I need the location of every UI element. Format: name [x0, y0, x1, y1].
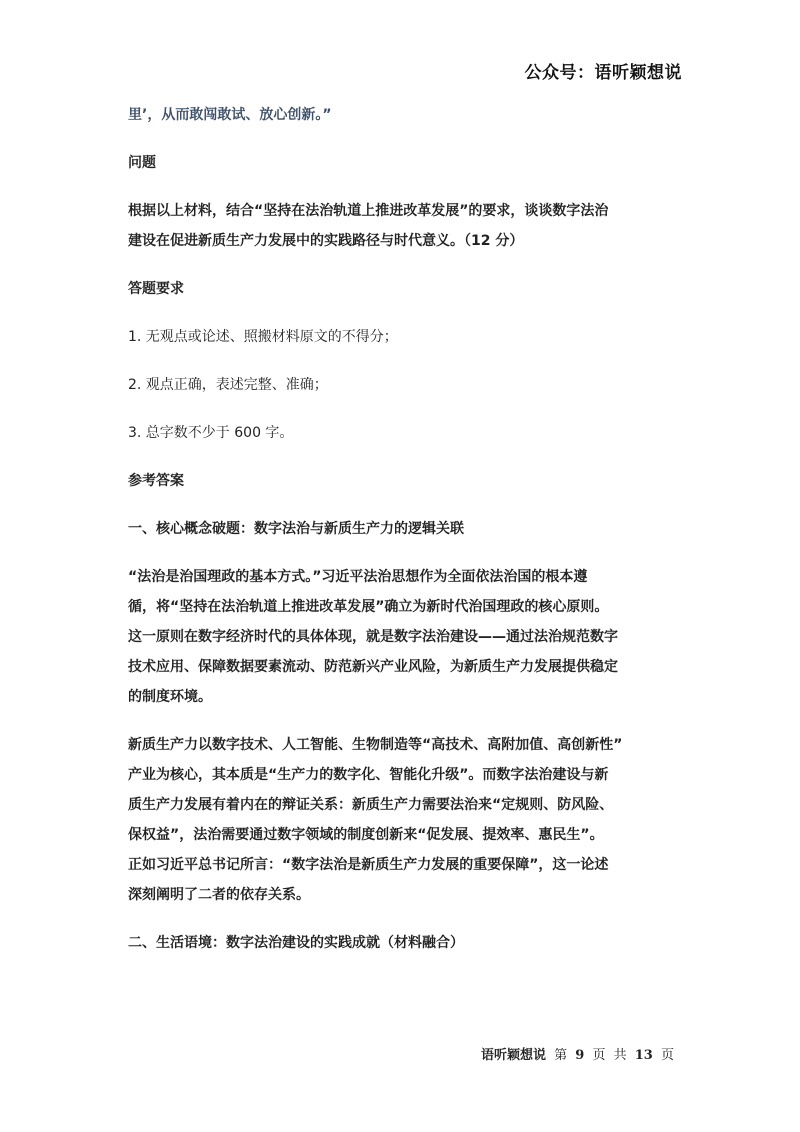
- question-line: 建设在促进新质生产力发展中的实践路径与时代意义。（12 分）: [128, 233, 524, 249]
- question-heading: 问题: [128, 155, 156, 171]
- section2-heading: 二、生活语境：数字法治建设的实践成就（材料融合）: [128, 935, 464, 951]
- requirements-heading: 答题要求: [128, 281, 184, 297]
- paragraph-line: 正如习近平总书记所言：“数字法治是新质生产力发展的重要保障”，这一论述: [128, 857, 609, 873]
- question-line: 根据以上材料，结合“坚持在法治轨道上推进改革发展”的要求，谈谈数字法治: [128, 203, 609, 219]
- paragraph-1: [128, 562, 688, 712]
- requirement-item: 3. 总字数不少于 600 字。: [128, 425, 294, 441]
- section1-heading: 一、核心概念破题：数字法治与新质生产力的逻辑关联: [128, 521, 464, 537]
- question-text: [128, 196, 688, 256]
- paragraph-line: 循，将“坚持在法治轨道上推进改革发展”确立为新时代治国理政的核心原则。: [128, 599, 609, 615]
- paragraph-line: 这一原则在数字经济时代的具体体现，就是数字法治建设——通过法治规范数字: [128, 629, 618, 645]
- paragraph-line: 技术应用、保障数据要素流动、防范新兴产业风险，为新质生产力发展提供稳定: [128, 659, 618, 675]
- paragraph-line: 新质生产力以数字技术、人工智能、生物制造等“高技术、高附加值、高创新性”: [128, 737, 623, 753]
- footer-total-word: 共: [613, 1048, 627, 1063]
- header-brand: 公众号：语听颖想说: [524, 63, 682, 83]
- requirement-item: 2. 观点正确，表述完整、准确；: [128, 377, 328, 393]
- paragraph-line: 保权益”，法治需要通过数字领域的制度创新来“促发展、提效率、惠民生”。: [128, 827, 604, 843]
- paragraph-line: 深刻阐明了二者的依存关系。: [128, 887, 310, 903]
- footer-total-unit: 页: [660, 1048, 674, 1063]
- footer-page-total: 13: [634, 1048, 653, 1063]
- footer-page-word: 第: [554, 1048, 568, 1063]
- quote-tail: 里’，从而敢闯敢试、放心创新。”: [128, 107, 332, 123]
- paragraph-line: 的制度环境。: [128, 689, 212, 705]
- requirement-item: 1. 无观点或论述、照搬材料原文的不得分；: [128, 329, 398, 345]
- document-content: [128, 100, 688, 958]
- footer-page-unit: 页: [592, 1048, 606, 1063]
- answer-heading: 参考答案: [128, 473, 184, 489]
- footer-brand: 语听颖想说: [480, 1048, 546, 1063]
- paragraph-line: 产业为核心，其本质是“生产力的数字化、智能化升级”。而数字法治建设与新: [128, 767, 609, 783]
- paragraph-line: “法治是治国理政的基本方式。”习近平法治思想作为全面依法治国的根本遵: [128, 569, 588, 585]
- footer-page-current: 9: [575, 1048, 585, 1063]
- paragraph-line: 质生产力发展有着内在的辩证关系：新质生产力需要法治来“定规则、防风险、: [128, 797, 614, 813]
- paragraph-2: [128, 730, 688, 910]
- page-footer: [481, 1044, 678, 1063]
